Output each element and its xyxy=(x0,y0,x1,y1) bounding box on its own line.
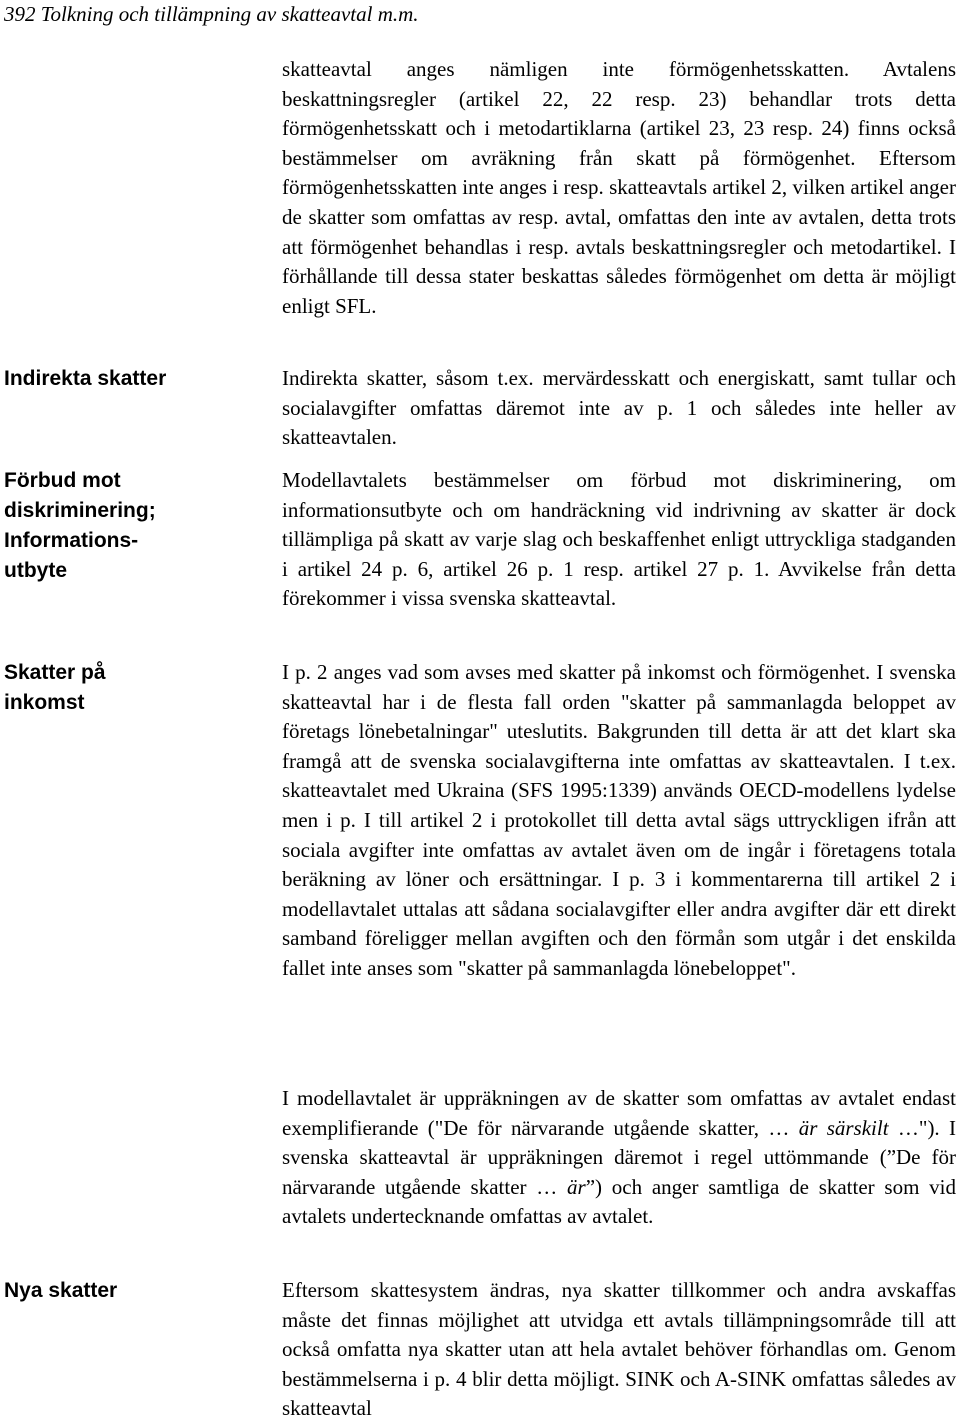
margin-note-line: Förbud mot xyxy=(4,469,121,492)
margin-note-line: utbyte xyxy=(4,559,67,582)
running-header xyxy=(4,0,419,28)
paragraph-5-text: I modellavtalet är uppräkningen av de skatter som omfattas av avtalet endast exemplifierande ("De för närvarande utgående skatter, … xyxy=(282,1086,956,1140)
margin-note-line: diskriminering; xyxy=(4,499,156,522)
paragraph-5-italic: är xyxy=(567,1174,586,1199)
paragraph-4: I p. 2 anges vad som avses med skatter på inkomst och förmögenhet. I svenska skatteavtal har i de flesta fall orden "skatter på sammanlagda beloppet av företags lönebetalningar" uteslutits. Bakgrunden till detta är att det klart ska framgå att de svenska socialavgifterna inte omfattas av skatteavtalen. I t.ex. skatteavtalet med Ukraina (SFS 1995:1339) används OECD-modellens lydelse men i p. I till artikel 2 i protokollet till detta avtal sägs uttryckligen ifrån att sociala avgifter inte omfattas av avtalet även om de ingår i företagens totala beräkning av löner och ersättningar. I p. 3 i kommentarerna till artikel 2 i modellavtalet uttalas att sådana socialavgifter eller andra avgifter där ett direkt samband föreligger mellan avgiften och den förmån som utgår i det enskilda fallet inte anses som "skatter på sammanlagda lönebeloppet". xyxy=(282,660,956,980)
paragraph-5-text: ”) och anger samtliga de skatter som vid avtalets undertecknande omfattas av avtalet. xyxy=(282,1174,956,1229)
paragraph-2: Indirekta skatter, såsom t.ex. mervärdesskatt och energiskatt, samt tullar och socialavgifter omfattas däremot inte av p. 1 och således inte heller av skatteavtalen. xyxy=(282,366,956,450)
running-title: Tolkning och tillämpning av skatteavtal m.m. xyxy=(40,2,419,26)
margin-note-line: inkomst xyxy=(4,691,85,714)
margin-note-line: Skatter på xyxy=(4,661,106,684)
margin-note-forbud xyxy=(4,466,234,586)
page-number: 392 xyxy=(4,2,36,26)
paragraph-5-italic: är särskilt xyxy=(798,1115,889,1140)
paragraph-6: Eftersom skattesystem ändras, nya skatter tillkommer och andra avskaffas måste det finnas möjlighet att utvidga ett avtals tillämpningsområde till att också omfatta nya skatter utan att hela avtalet behöver förhandlas om. Genom bestämmelserna i p. 4 blir detta möjligt. SINK och A-SINK omfattas således av skatteavtal xyxy=(282,1278,956,1421)
margin-note-nya-skatter xyxy=(4,1276,234,1306)
paragraph-1: skatteavtal anges nämligen inte förmögenhetsskatten. Avtalens beskattningsregler (artikel 22, 22 resp. 23) behandlar trots detta förmögenhetsskatt och i metodartiklarna (artikel 23, 23 resp. 24) finns också bestämmelser om avräkning från skatt på förmögenhet. Eftersom förmögenhetsskatten inte anges i resp. skatteavtals artikel 2, vilken artikel anger de skatter som omfattas av resp. avtal, omfattas den inte av avtalen, detta trots att förmögenhet behandlas i resp. avtals beskattningsregler och metodartikel. I förhållande till dessa stater beskattas således förmögenhet om detta är möjligt enligt SFL. xyxy=(282,57,956,318)
margin-note-skatter-pa-inkomst xyxy=(4,658,234,718)
paragraph-5 xyxy=(282,1084,956,1232)
margin-note-text: Nya skatter xyxy=(4,1279,118,1302)
paragraph-3: Modellavtalets bestämmelser om förbud mot diskriminering, om informationsutbyte och om handräckning vid indrivning av skatter är dock tillämpliga på skatt av varje slag och beskaffenhet enligt uttryckliga stadganden i artikel 24 p. 6, artikel 26 p. 1 resp. artikel 27 p. 1. Avvikelse från detta förekommer i vissa svenska skatteavtal. xyxy=(282,468,956,611)
margin-note-indirekta-skatter xyxy=(4,364,234,394)
margin-note-line: Informations- xyxy=(4,529,139,552)
paragraph-5-text: …"). I svenska skatteavtal är uppräkningen däremot i regel uttömmande (”De för närvarande utgående skatter … xyxy=(282,1115,957,1199)
margin-note-text: Indirekta skatter xyxy=(4,367,167,390)
